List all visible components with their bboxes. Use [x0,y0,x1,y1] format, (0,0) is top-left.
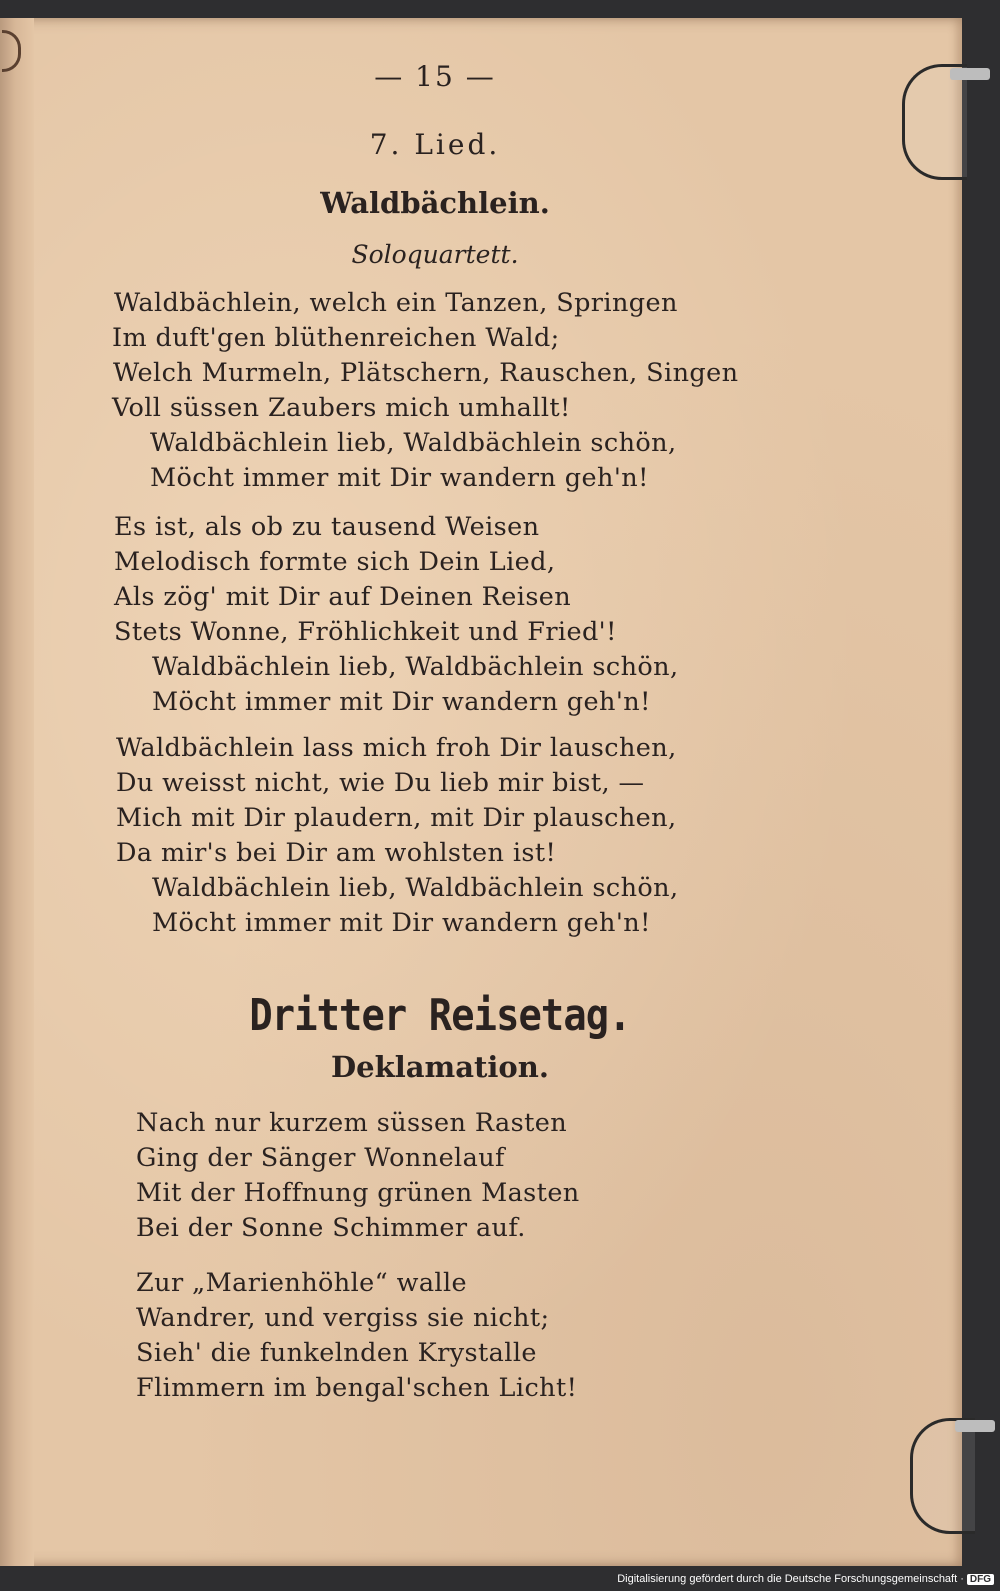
verse-line: Mich mit Dir plaudern, mit Dir plauschen, [116,803,677,833]
verse-line: Wandrer, und vergiss sie nicht; [136,1303,550,1333]
verse-line: Voll süssen Zaubers mich umhallt! [112,393,571,423]
verse-line: Es ist, als ob zu tausend Weisen [114,512,540,542]
refrain-line: Möcht immer mit Dir wandern geh'n! [150,463,649,493]
verse-line: Sieh' die funkelnden Krystalle [136,1338,537,1368]
section-title: Dritter Reisetag. [249,990,631,1041]
verse-line: Da mir's bei Dir am wohlsten ist! [116,838,557,868]
verse-line: Welch Murmeln, Plätschern, Rauschen, Singen [113,358,739,388]
verse-line: Ging der Sänger Wonnelauf [136,1143,505,1173]
page-number: — 15 — [374,60,496,93]
song-title: Waldbächlein. [320,186,550,220]
song-subtitle: Soloquartett. [351,240,519,269]
refrain-line: Möcht immer mit Dir wandern geh'n! [152,687,651,717]
verse-line: Waldbächlein lass mich froh Dir lauschen, [116,733,677,763]
verse-line: Melodisch formte sich Dein Lied, [114,547,556,577]
verse-line: Du weisst nicht, wie Du lieb mir bist, — [116,768,645,798]
refrain-line: Möcht immer mit Dir wandern geh'n! [152,908,651,938]
scanner-clip-bar-top [950,68,990,80]
credit-text: Digitalisierung gefördert durch die Deutsche Forschungsgemeinschaft · [617,1573,964,1585]
digitization-credit [617,1573,994,1585]
verse-line: Als zög' mit Dir auf Deinen Reisen [114,582,572,612]
scanner-clip-top [902,64,967,180]
refrain-line: Waldbächlein lieb, Waldbächlein schön, [152,873,679,903]
scanner-clip-bottom [910,1418,975,1534]
verse-line: Zur „Marienhöhle“ walle [136,1268,468,1298]
verse-line: Nach nur kurzem süssen Rasten [136,1108,568,1138]
refrain-line: Waldbächlein lieb, Waldbächlein schön, [152,652,679,682]
song-number: 7. Lied. [369,128,501,161]
verse-line: Flimmern im bengal'schen Licht! [136,1373,578,1403]
refrain-line: Waldbächlein lieb, Waldbächlein schön, [150,428,677,458]
verse-line: Waldbächlein, welch ein Tanzen, Springen [114,288,678,318]
verse-line: Bei der Sonne Schimmer auf. [136,1213,526,1243]
verse-line: Stets Wonne, Fröhlichkeit und Fried'! [114,617,617,647]
verse-line: Mit der Hoffnung grünen Masten [136,1178,580,1208]
dfg-logo: DFG [967,1574,994,1585]
section-subtitle: Deklamation. [331,1050,549,1084]
verse-line: Im duft'gen blüthenreichen Wald; [112,323,560,353]
scanner-clip-bar-bottom [955,1420,995,1432]
